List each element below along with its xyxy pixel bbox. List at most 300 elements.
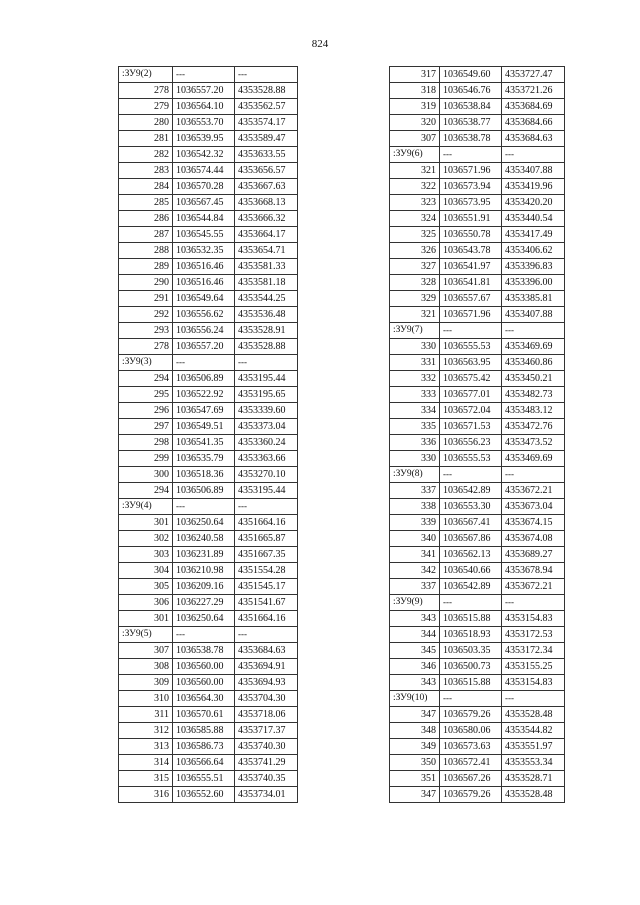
x-coordinate: 1036555.51 [173, 771, 235, 787]
table-row [390, 611, 565, 627]
y-coordinate: 4353472.76 [502, 419, 565, 435]
point-number: 283 [119, 163, 173, 179]
table-row [119, 307, 298, 323]
table-row [119, 243, 298, 259]
point-number: 330 [390, 451, 440, 467]
section-label: :ЗУ9(2) [119, 67, 173, 83]
section-header-row [390, 147, 565, 163]
section-label: :ЗУ9(6) [390, 147, 440, 163]
point-number: 337 [390, 579, 440, 595]
point-number: 282 [119, 147, 173, 163]
table-row [390, 339, 565, 355]
y-coordinate: 4353718.06 [235, 707, 298, 723]
point-number: 326 [390, 243, 440, 259]
table-row [119, 595, 298, 611]
x-coordinate: 1036538.77 [440, 115, 502, 131]
section-header-row [119, 499, 298, 515]
point-number: 350 [390, 755, 440, 771]
y-coordinate: 4353407.88 [502, 163, 565, 179]
section-header-row [390, 323, 565, 339]
x-coordinate: 1036556.24 [173, 323, 235, 339]
table-row [390, 163, 565, 179]
point-number: 312 [119, 723, 173, 739]
y-coordinate: 4353460.86 [502, 355, 565, 371]
point-number: 295 [119, 387, 173, 403]
table-row [119, 451, 298, 467]
y-coordinate: 4353417.49 [502, 227, 565, 243]
table-row [390, 275, 565, 291]
x-coordinate: 1036540.66 [440, 563, 502, 579]
y-coordinate: 4353674.08 [502, 531, 565, 547]
point-number: 292 [119, 307, 173, 323]
point-number: 347 [390, 787, 440, 803]
table-row [119, 723, 298, 739]
point-number: 286 [119, 211, 173, 227]
y-coordinate: 4353562.57 [235, 99, 298, 115]
y-coordinate: 4353154.83 [502, 611, 565, 627]
point-number: 294 [119, 371, 173, 387]
x-coordinate: 1036541.35 [173, 435, 235, 451]
point-number: 346 [390, 659, 440, 675]
y-coordinate: 4353154.83 [502, 675, 565, 691]
y-coordinate: 4353581.18 [235, 275, 298, 291]
table-row [119, 563, 298, 579]
point-number: 319 [390, 99, 440, 115]
x-coordinate: 1036560.00 [173, 659, 235, 675]
table-row [390, 771, 565, 787]
table-row [119, 99, 298, 115]
coordinates-table-left [118, 66, 298, 803]
point-number: 351 [390, 771, 440, 787]
x-coordinate: 1036567.41 [440, 515, 502, 531]
x-coordinate: --- [173, 627, 235, 643]
point-number: 285 [119, 195, 173, 211]
x-coordinate: 1036562.13 [440, 547, 502, 563]
x-coordinate: 1036240.58 [173, 531, 235, 547]
table-row [390, 483, 565, 499]
table-row [390, 531, 565, 547]
point-number: 348 [390, 723, 440, 739]
x-coordinate: 1036518.93 [440, 627, 502, 643]
point-number: 342 [390, 563, 440, 579]
y-coordinate: 4353684.63 [235, 643, 298, 659]
x-coordinate: 1036541.97 [440, 259, 502, 275]
y-coordinate: 4353407.88 [502, 307, 565, 323]
x-coordinate: 1036573.95 [440, 195, 502, 211]
x-coordinate: 1036577.01 [440, 387, 502, 403]
x-coordinate: 1036573.94 [440, 179, 502, 195]
x-coordinate: 1036552.60 [173, 787, 235, 803]
table-row [390, 83, 565, 99]
point-number: 299 [119, 451, 173, 467]
point-number: 334 [390, 403, 440, 419]
y-coordinate: 4353672.21 [502, 483, 565, 499]
x-coordinate: 1036580.06 [440, 723, 502, 739]
section-label: :ЗУ9(10) [390, 691, 440, 707]
y-coordinate: 4353528.88 [235, 83, 298, 99]
table-row [119, 483, 298, 499]
table-row [390, 67, 565, 83]
x-coordinate: 1036571.96 [440, 163, 502, 179]
x-coordinate: --- [440, 691, 502, 707]
x-coordinate: 1036547.69 [173, 403, 235, 419]
table-row [119, 419, 298, 435]
table-row [390, 259, 565, 275]
x-coordinate: 1036575.42 [440, 371, 502, 387]
y-coordinate: 4353195.44 [235, 371, 298, 387]
table-row [119, 387, 298, 403]
table-row [390, 563, 565, 579]
point-number: 306 [119, 595, 173, 611]
point-number: 325 [390, 227, 440, 243]
y-coordinate: 4353360.24 [235, 435, 298, 451]
x-coordinate: --- [173, 499, 235, 515]
y-coordinate: 4353668.13 [235, 195, 298, 211]
table-row [119, 83, 298, 99]
y-coordinate: 4353536.48 [235, 307, 298, 323]
table-row [390, 515, 565, 531]
y-coordinate: 4353373.04 [235, 419, 298, 435]
table-row [390, 291, 565, 307]
point-number: 330 [390, 339, 440, 355]
x-coordinate: 1036542.89 [440, 579, 502, 595]
table-row [119, 291, 298, 307]
x-coordinate: 1036541.81 [440, 275, 502, 291]
section-label: :ЗУ9(4) [119, 499, 173, 515]
x-coordinate: 1036227.29 [173, 595, 235, 611]
point-number: 309 [119, 675, 173, 691]
x-coordinate: 1036585.88 [173, 723, 235, 739]
x-coordinate: 1036506.89 [173, 371, 235, 387]
point-number: 314 [119, 755, 173, 771]
point-number: 315 [119, 771, 173, 787]
y-coordinate: 4353528.48 [502, 787, 565, 803]
table-row [390, 115, 565, 131]
point-number: 321 [390, 307, 440, 323]
x-coordinate: 1036564.10 [173, 99, 235, 115]
y-coordinate: 4353483.12 [502, 403, 565, 419]
table-row [390, 451, 565, 467]
table-row [119, 643, 298, 659]
x-coordinate: 1036555.53 [440, 451, 502, 467]
x-coordinate: 1036553.70 [173, 115, 235, 131]
table-row [119, 259, 298, 275]
point-number: 303 [119, 547, 173, 563]
x-coordinate: 1036560.00 [173, 675, 235, 691]
y-coordinate: --- [235, 67, 298, 83]
point-number: 337 [390, 483, 440, 499]
x-coordinate: 1036571.53 [440, 419, 502, 435]
y-coordinate: 4353694.91 [235, 659, 298, 675]
point-number: 340 [390, 531, 440, 547]
table-row [390, 627, 565, 643]
point-number: 343 [390, 675, 440, 691]
y-coordinate: 4353741.29 [235, 755, 298, 771]
point-number: 328 [390, 275, 440, 291]
point-number: 341 [390, 547, 440, 563]
point-number: 313 [119, 739, 173, 755]
table-row [390, 435, 565, 451]
y-coordinate: 4353420.20 [502, 195, 565, 211]
x-coordinate: 1036250.64 [173, 611, 235, 627]
table-row [119, 131, 298, 147]
point-number: 304 [119, 563, 173, 579]
x-coordinate: --- [173, 67, 235, 83]
y-coordinate: 4353721.26 [502, 83, 565, 99]
y-coordinate: 4353581.33 [235, 259, 298, 275]
table-row [119, 579, 298, 595]
table-row [390, 755, 565, 771]
x-coordinate: 1036570.61 [173, 707, 235, 723]
table-row [119, 323, 298, 339]
table-row [119, 227, 298, 243]
point-number: 338 [390, 499, 440, 515]
point-number: 323 [390, 195, 440, 211]
x-coordinate: 1036574.44 [173, 163, 235, 179]
section-label: :ЗУ9(3) [119, 355, 173, 371]
y-coordinate: 4353689.27 [502, 547, 565, 563]
y-coordinate: 4353656.57 [235, 163, 298, 179]
y-coordinate: 4353574.17 [235, 115, 298, 131]
point-number: 293 [119, 323, 173, 339]
y-coordinate: --- [235, 627, 298, 643]
point-number: 336 [390, 435, 440, 451]
y-coordinate: 4353396.00 [502, 275, 565, 291]
section-label: :ЗУ9(7) [390, 323, 440, 339]
point-number: 300 [119, 467, 173, 483]
point-number: 318 [390, 83, 440, 99]
point-number: 296 [119, 403, 173, 419]
point-number: 278 [119, 339, 173, 355]
x-coordinate: 1036586.73 [173, 739, 235, 755]
y-coordinate: 4353672.21 [502, 579, 565, 595]
table-row [119, 467, 298, 483]
y-coordinate: 4353406.62 [502, 243, 565, 259]
y-coordinate: 4353396.83 [502, 259, 565, 275]
x-coordinate: 1036210.98 [173, 563, 235, 579]
y-coordinate: 4353678.94 [502, 563, 565, 579]
table-row [390, 131, 565, 147]
x-coordinate: 1036557.67 [440, 291, 502, 307]
point-number: 333 [390, 387, 440, 403]
x-coordinate: 1036516.46 [173, 259, 235, 275]
x-coordinate: 1036579.26 [440, 707, 502, 723]
table-row [390, 419, 565, 435]
x-coordinate: 1036573.63 [440, 739, 502, 755]
point-number: 281 [119, 131, 173, 147]
x-coordinate: 1036555.53 [440, 339, 502, 355]
x-coordinate: 1036546.76 [440, 83, 502, 99]
point-number: 307 [119, 643, 173, 659]
table-row [390, 227, 565, 243]
point-number: 290 [119, 275, 173, 291]
coordinates-table-right [389, 66, 565, 803]
y-coordinate: 4353551.97 [502, 739, 565, 755]
table-row [119, 275, 298, 291]
y-coordinate: 4353553.34 [502, 755, 565, 771]
table-row [119, 707, 298, 723]
x-coordinate: 1036500.73 [440, 659, 502, 675]
point-number: 344 [390, 627, 440, 643]
y-coordinate: 4351667.35 [235, 547, 298, 563]
point-number: 321 [390, 163, 440, 179]
x-coordinate: 1036567.26 [440, 771, 502, 787]
y-coordinate: 4353674.15 [502, 515, 565, 531]
point-number: 332 [390, 371, 440, 387]
x-coordinate: 1036522.92 [173, 387, 235, 403]
section-header-row [119, 627, 298, 643]
point-number: 307 [390, 131, 440, 147]
y-coordinate: 4353704.30 [235, 691, 298, 707]
x-coordinate: 1036532.35 [173, 243, 235, 259]
y-coordinate: 4353589.47 [235, 131, 298, 147]
x-coordinate: 1036545.55 [173, 227, 235, 243]
x-coordinate: 1036209.16 [173, 579, 235, 595]
x-coordinate: 1036543.78 [440, 243, 502, 259]
y-coordinate: --- [502, 595, 565, 611]
x-coordinate: --- [440, 147, 502, 163]
y-coordinate: --- [235, 499, 298, 515]
section-label: :ЗУ9(5) [119, 627, 173, 643]
x-coordinate: 1036572.04 [440, 403, 502, 419]
table-row [119, 195, 298, 211]
y-coordinate: 4353727.47 [502, 67, 565, 83]
x-coordinate: 1036567.45 [173, 195, 235, 211]
y-coordinate: 4353339.60 [235, 403, 298, 419]
y-coordinate: 4353363.66 [235, 451, 298, 467]
table-row [390, 675, 565, 691]
y-coordinate: 4351541.67 [235, 595, 298, 611]
table-row [119, 675, 298, 691]
x-coordinate: --- [440, 323, 502, 339]
point-number: 278 [119, 83, 173, 99]
y-coordinate: 4353450.21 [502, 371, 565, 387]
point-number: 335 [390, 419, 440, 435]
y-coordinate: 4353528.88 [235, 339, 298, 355]
y-coordinate: 4351665.87 [235, 531, 298, 547]
y-coordinate: 4353482.73 [502, 387, 565, 403]
table-row [390, 371, 565, 387]
x-coordinate: 1036506.89 [173, 483, 235, 499]
y-coordinate: 4353694.93 [235, 675, 298, 691]
point-number: 308 [119, 659, 173, 675]
table-row [119, 739, 298, 755]
table-row [390, 707, 565, 723]
x-coordinate: 1036549.60 [440, 67, 502, 83]
table-row [390, 307, 565, 323]
section-header-row [119, 355, 298, 371]
section-header-row [390, 467, 565, 483]
section-header-row [119, 67, 298, 83]
table-row [119, 371, 298, 387]
y-coordinate: 4353684.66 [502, 115, 565, 131]
y-coordinate: 4351554.28 [235, 563, 298, 579]
y-coordinate: 4353528.48 [502, 707, 565, 723]
table-row [390, 195, 565, 211]
x-coordinate: 1036250.64 [173, 515, 235, 531]
y-coordinate: 4353172.53 [502, 627, 565, 643]
point-number: 322 [390, 179, 440, 195]
x-coordinate: 1036538.78 [173, 643, 235, 659]
point-number: 311 [119, 707, 173, 723]
section-label: :ЗУ9(9) [390, 595, 440, 611]
table-row [119, 531, 298, 547]
x-coordinate: 1036542.89 [440, 483, 502, 499]
x-coordinate: 1036556.23 [440, 435, 502, 451]
x-coordinate: 1036503.35 [440, 643, 502, 659]
point-number: 301 [119, 611, 173, 627]
point-number: 284 [119, 179, 173, 195]
table-row [119, 435, 298, 451]
y-coordinate: 4353673.04 [502, 499, 565, 515]
y-coordinate: 4353633.55 [235, 147, 298, 163]
y-coordinate: --- [502, 691, 565, 707]
x-coordinate: 1036579.26 [440, 787, 502, 803]
table-row [390, 179, 565, 195]
y-coordinate: 4351545.17 [235, 579, 298, 595]
table-row [390, 403, 565, 419]
y-coordinate: --- [235, 355, 298, 371]
y-coordinate: 4353155.25 [502, 659, 565, 675]
point-number: 294 [119, 483, 173, 499]
x-coordinate: 1036572.41 [440, 755, 502, 771]
y-coordinate: 4353469.69 [502, 339, 565, 355]
x-coordinate: 1036553.30 [440, 499, 502, 515]
y-coordinate: 4353734.01 [235, 787, 298, 803]
section-header-row [390, 595, 565, 611]
x-coordinate: 1036231.89 [173, 547, 235, 563]
x-coordinate: 1036564.30 [173, 691, 235, 707]
y-coordinate: 4351664.16 [235, 611, 298, 627]
section-header-row [390, 691, 565, 707]
point-number: 288 [119, 243, 173, 259]
point-number: 279 [119, 99, 173, 115]
x-coordinate: 1036556.62 [173, 307, 235, 323]
table-row [119, 547, 298, 563]
table-row [119, 211, 298, 227]
point-number: 327 [390, 259, 440, 275]
y-coordinate: 4353684.69 [502, 99, 565, 115]
y-coordinate: --- [502, 147, 565, 163]
y-coordinate: 4353473.52 [502, 435, 565, 451]
x-coordinate: 1036570.28 [173, 179, 235, 195]
table-row [119, 691, 298, 707]
point-number: 339 [390, 515, 440, 531]
x-coordinate: 1036515.88 [440, 675, 502, 691]
page-number: 824 [311, 38, 329, 50]
table-row [390, 739, 565, 755]
x-coordinate: 1036563.95 [440, 355, 502, 371]
x-coordinate: 1036542.32 [173, 147, 235, 163]
table-row [119, 755, 298, 771]
point-number: 310 [119, 691, 173, 707]
y-coordinate: 4353195.65 [235, 387, 298, 403]
point-number: 349 [390, 739, 440, 755]
point-number: 324 [390, 211, 440, 227]
y-coordinate: 4353664.17 [235, 227, 298, 243]
point-number: 297 [119, 419, 173, 435]
y-coordinate: 4353740.35 [235, 771, 298, 787]
x-coordinate: 1036550.78 [440, 227, 502, 243]
point-number: 302 [119, 531, 173, 547]
point-number: 291 [119, 291, 173, 307]
y-coordinate: 4353544.25 [235, 291, 298, 307]
point-number: 316 [119, 787, 173, 803]
table-row [119, 163, 298, 179]
table-row [390, 243, 565, 259]
section-label: :ЗУ9(8) [390, 467, 440, 483]
x-coordinate: 1036538.84 [440, 99, 502, 115]
